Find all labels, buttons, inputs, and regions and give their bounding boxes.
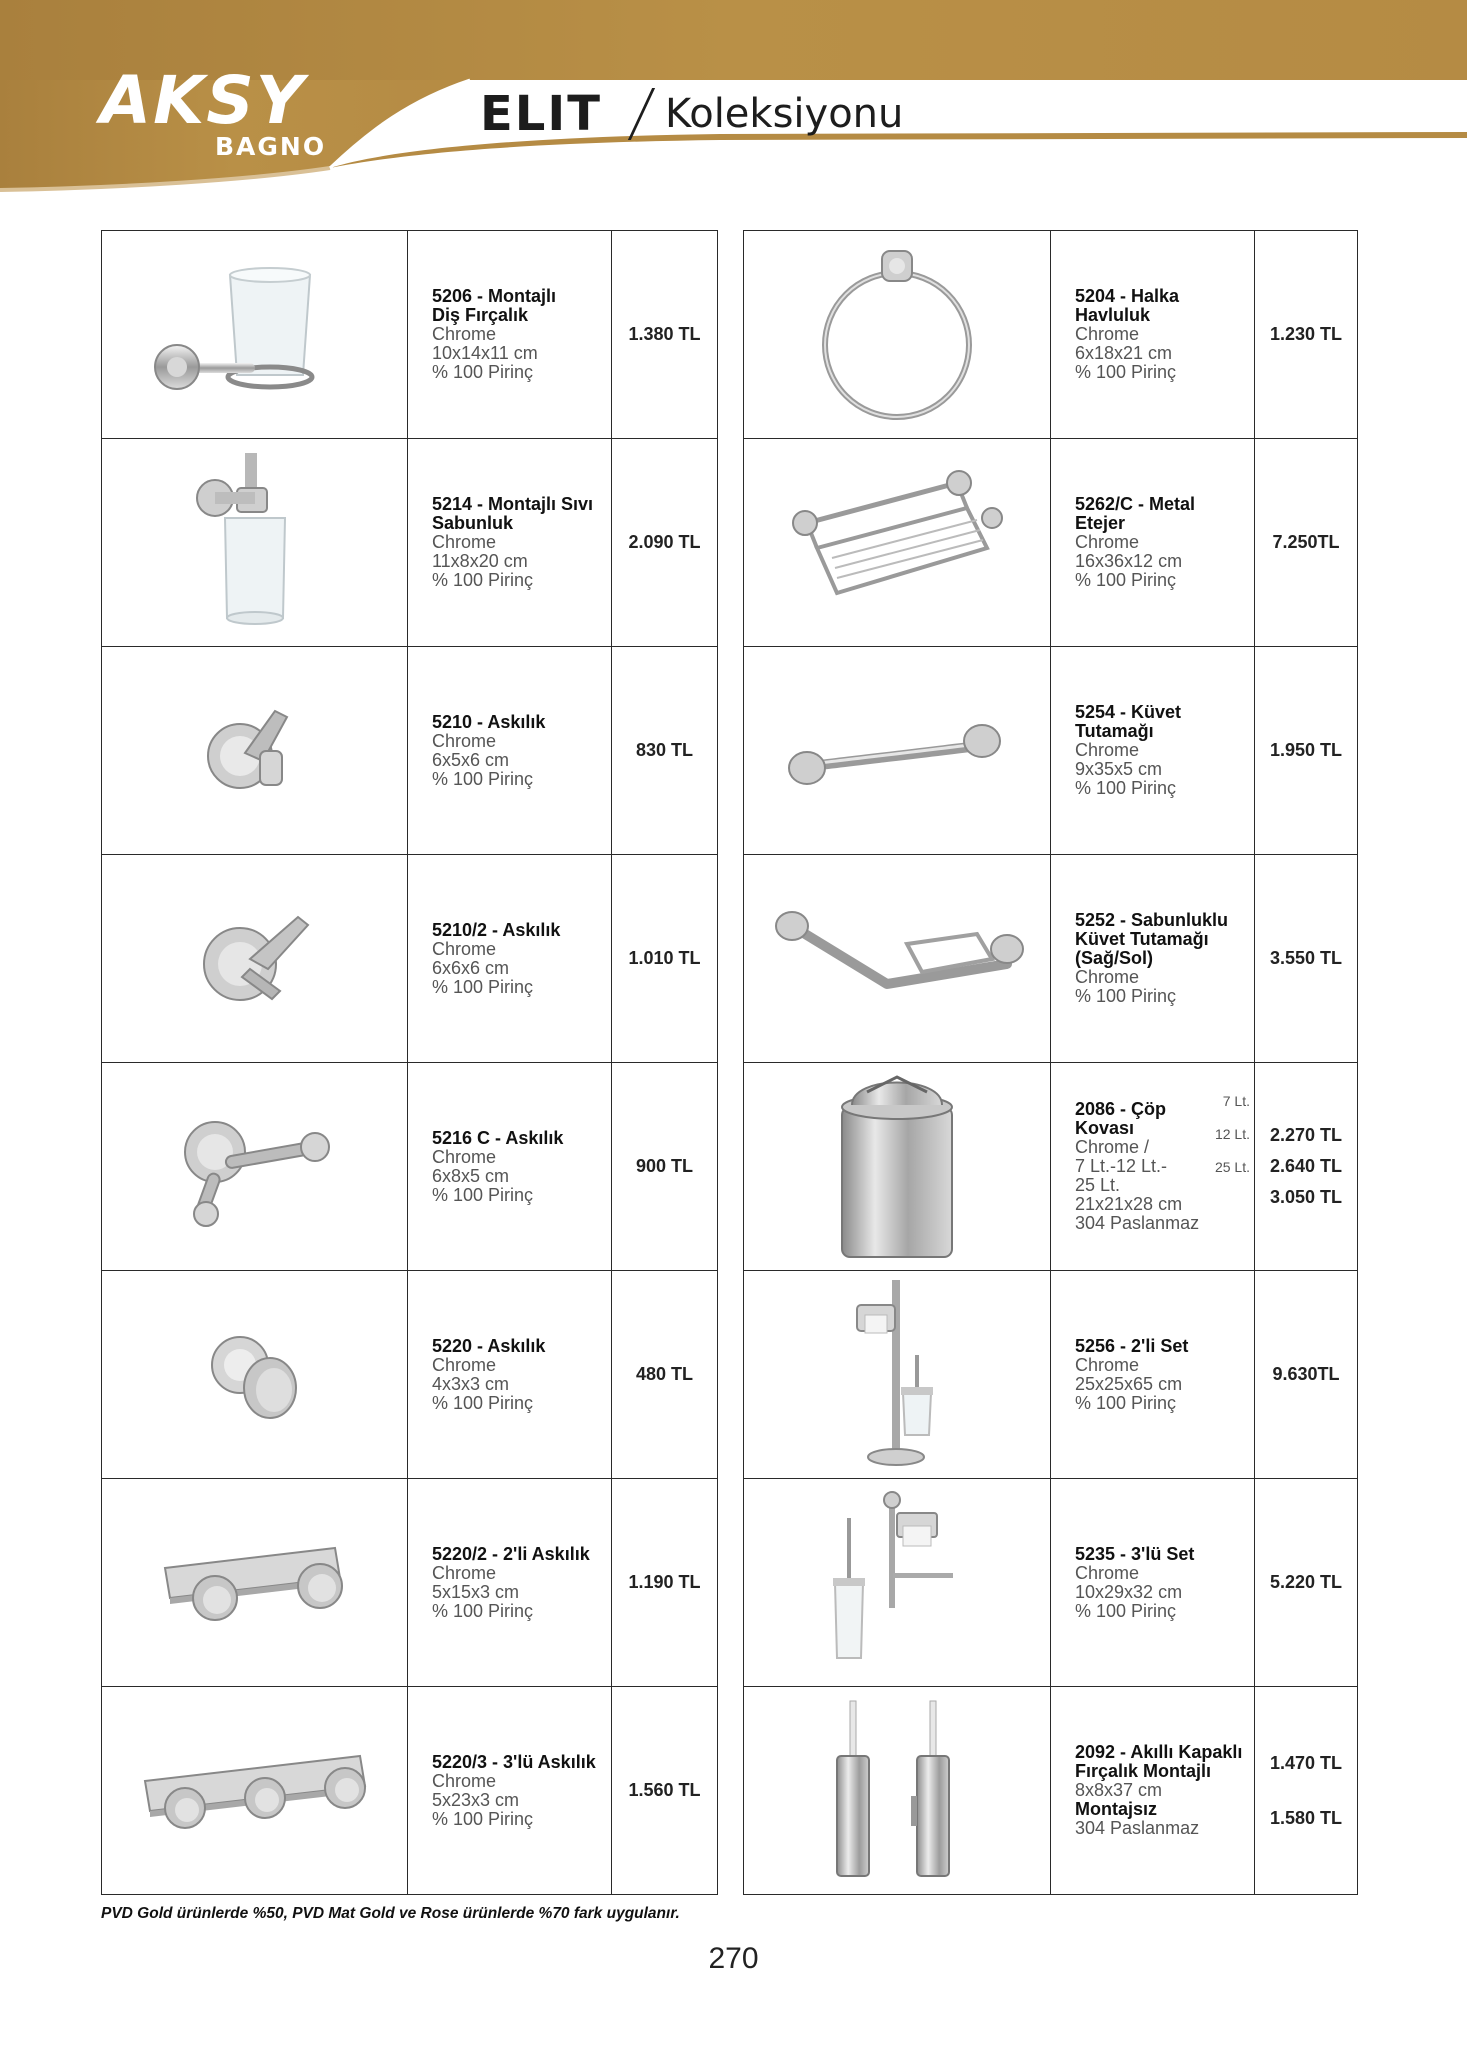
two-knob-rail-icon <box>145 1528 365 1638</box>
product-desc <box>408 1271 612 1479</box>
trash-bin-icon <box>827 1067 967 1267</box>
product-spec: 304 Paslanmaz <box>1075 1818 1200 1838</box>
product-spec: Chrome <box>432 1354 497 1375</box>
product-name: 5204 - Halka <box>1075 286 1180 306</box>
metal-shelf-icon <box>777 468 1017 618</box>
table-row <box>102 647 718 855</box>
size-label: 12 Lt. <box>1214 1126 1250 1142</box>
page-title <box>480 86 903 146</box>
product-spec: % 100 Pirinç <box>1075 986 1177 1006</box>
product-image-cell <box>744 1063 1051 1271</box>
product-spec: % 100 Pirinç <box>1075 1600 1177 1621</box>
table-row <box>102 1063 718 1271</box>
price-7lt: 2.270 TL <box>1269 1125 1343 1145</box>
product-spec: % 100 Pirinç <box>1075 778 1177 798</box>
three-knob-rail-icon <box>130 1736 380 1846</box>
product-image-cell <box>102 1271 408 1479</box>
product-name: Havluluk <box>1075 305 1151 325</box>
product-spec: % 100 Pirinç <box>1075 1392 1177 1413</box>
product-spec: Chrome <box>432 532 497 552</box>
product-spec: 5x23x3 cm <box>432 1789 520 1810</box>
price-12lt: 2.640 TL <box>1269 1156 1343 1176</box>
product-spec: Chrome <box>432 730 497 751</box>
table-row <box>744 231 1358 439</box>
product-image-cell <box>102 439 408 647</box>
product-spec: Chrome <box>432 324 497 344</box>
product-spec: 11x8x20 cm <box>432 551 528 571</box>
table-row <box>102 1687 718 1895</box>
title-slash-divider <box>628 88 655 140</box>
product-spec: 10x29x32 cm <box>1075 1581 1183 1602</box>
product-spec: 6x18x21 cm <box>1075 343 1173 363</box>
product-spec: % 100 Pirinç <box>432 570 534 590</box>
product-image-cell <box>102 855 408 1063</box>
product-spec: Chrome / <box>1075 1137 1150 1157</box>
product-name: Diş Fırçalık <box>432 305 529 325</box>
product-spec: 9x35x5 cm <box>1075 759 1163 779</box>
toothbrush-holder-icon <box>135 255 375 415</box>
product-price <box>1255 1687 1358 1895</box>
product-price: 3.550 TL <box>1255 855 1358 1063</box>
product-name: Kovası <box>1075 1118 1135 1138</box>
product-price: 830 TL <box>612 647 718 855</box>
product-spec: 8x8x37 cm <box>1075 1780 1163 1800</box>
product-name: 5256 - 2'li Set <box>1075 1335 1189 1356</box>
product-spec: Chrome <box>432 1146 497 1167</box>
product-spec: % 100 Pirinç <box>1075 570 1177 590</box>
product-spec: Chrome <box>432 1770 497 1791</box>
product-spec: Chrome <box>432 1562 497 1583</box>
product-spec: 4x3x3 cm <box>432 1373 510 1394</box>
product-name: 5220 - Askılık <box>432 1335 546 1356</box>
size-label: 25 Lt. <box>1214 1159 1250 1175</box>
product-spec: 304 Paslanmaz <box>1075 1213 1200 1233</box>
product-desc <box>408 1479 612 1687</box>
aksy-logo <box>100 62 340 168</box>
product-spec: Chrome <box>1075 1562 1140 1583</box>
product-name: 5254 - Küvet <box>1075 702 1182 722</box>
product-spec: Chrome <box>1075 324 1140 344</box>
angled-hook-icon <box>180 899 330 1019</box>
product-image-cell <box>744 855 1051 1063</box>
product-spec: Chrome <box>1075 1354 1140 1375</box>
product-spec: Chrome <box>1075 532 1140 552</box>
product-name: Küvet Tutamağı <box>1075 929 1209 949</box>
product-desc <box>1051 1479 1255 1687</box>
price-mounted: 1.470 TL <box>1269 1752 1343 1773</box>
table-row <box>744 1479 1358 1687</box>
double-hook-icon <box>170 1102 340 1232</box>
product-name: Tutamağı <box>1075 721 1154 741</box>
size-label: 7 Lt. <box>1222 1093 1250 1109</box>
product-desc <box>408 855 612 1063</box>
pvd-surcharge-note: PVD Gold ürünlerde %50, PVD Mat Gold ve Rose ürünlerde %70 fark uygulanır. <box>101 1905 680 1922</box>
product-name: 5206 - Montajlı <box>432 286 557 306</box>
product-price: 1.380 TL <box>612 231 718 439</box>
page-header <box>0 0 1467 205</box>
product-price: 2.090 TL <box>612 439 718 647</box>
product-desc <box>408 647 612 855</box>
table-row <box>744 647 1358 855</box>
product-price: 5.220 TL <box>1255 1479 1358 1687</box>
product-spec: 6x5x6 cm <box>432 749 510 770</box>
product-desc <box>1051 439 1255 647</box>
towel-ring-icon <box>812 245 982 425</box>
product-name: Etejer <box>1075 513 1126 533</box>
table-row <box>102 231 718 439</box>
product-desc <box>408 439 612 647</box>
product-price: 7.250TL <box>1255 439 1358 647</box>
product-spec: % 100 Pirinç <box>432 1392 534 1413</box>
product-desc <box>1051 231 1255 439</box>
product-table-left <box>101 230 718 1895</box>
product-price: 1.950 TL <box>1255 647 1358 855</box>
two-piece-stand-icon <box>837 1275 957 1475</box>
grab-bar-soap-dish-icon <box>767 904 1027 1014</box>
product-name: (Sağ/Sol) <box>1075 948 1154 968</box>
table-row <box>744 855 1358 1063</box>
table-row <box>102 439 718 647</box>
toilet-brush-holders-icon <box>817 1696 977 1886</box>
product-spec: % 100 Pirinç <box>432 1808 534 1829</box>
price-25lt: 3.050 TL <box>1269 1187 1343 1207</box>
product-spec: 7 Lt.-12 Lt.- <box>1075 1156 1168 1176</box>
product-name: 2086 - Çöp <box>1075 1099 1167 1119</box>
product-image-cell <box>744 1687 1051 1895</box>
logo-text: AKSY <box>100 62 306 139</box>
three-piece-set-icon <box>827 1488 967 1678</box>
product-spec: % 100 Pirinç <box>432 1184 534 1205</box>
product-image-cell <box>102 1687 408 1895</box>
product-name: 5214 - Montajlı Sıvı <box>432 494 594 514</box>
table-row <box>744 1687 1358 1895</box>
product-spec: Chrome <box>432 938 497 959</box>
product-name: 5210 - Askılık <box>432 711 546 732</box>
product-desc <box>1051 1687 1255 1895</box>
product-name: 2092 - Akıllı Kapaklı <box>1075 1742 1243 1762</box>
product-spec: 6x6x6 cm <box>432 957 510 978</box>
product-spec: 25x25x65 cm <box>1075 1373 1183 1394</box>
grab-bar-icon <box>782 706 1012 796</box>
product-image-cell <box>744 231 1051 439</box>
product-spec: 6x8x5 cm <box>432 1165 510 1186</box>
product-spec: 25 Lt. <box>1075 1175 1121 1195</box>
product-price: 1.230 TL <box>1255 231 1358 439</box>
product-image-cell <box>744 1479 1051 1687</box>
product-price: 1.560 TL <box>612 1687 718 1895</box>
product-price: 9.630TL <box>1255 1271 1358 1479</box>
product-spec: % 100 Pirinç <box>432 976 534 997</box>
product-spec: % 100 Pirinç <box>432 768 534 789</box>
product-spec: 5x15x3 cm <box>432 1581 520 1602</box>
table-row <box>102 1271 718 1479</box>
product-name: 5262/C - Metal <box>1075 494 1196 514</box>
product-desc <box>408 1063 612 1271</box>
product-image-cell <box>102 647 408 855</box>
product-name: 5220/2 - 2'li Askılık <box>432 1543 590 1564</box>
collection-name: ELIT <box>480 86 602 142</box>
product-name: 5210/2 - Askılık <box>432 919 561 940</box>
table-row <box>102 855 718 1063</box>
product-price <box>1255 1063 1358 1271</box>
product-desc <box>408 231 612 439</box>
product-desc <box>1051 1063 1255 1271</box>
table-row <box>744 1271 1358 1479</box>
product-desc <box>1051 647 1255 855</box>
table-row <box>744 439 1358 647</box>
product-name: 5216 C - Askılık <box>432 1127 564 1148</box>
product-table-right <box>743 230 1358 1895</box>
product-desc <box>408 1687 612 1895</box>
knob-hook-icon <box>190 1320 320 1430</box>
product-variant-name: Montajsız <box>1075 1799 1158 1819</box>
size-options <box>1215 1085 1250 1184</box>
product-image-cell <box>102 1479 408 1687</box>
product-image-cell <box>744 1271 1051 1479</box>
product-image-cell <box>102 231 408 439</box>
product-desc <box>1051 1271 1255 1479</box>
product-spec: % 100 Pirinç <box>432 362 534 382</box>
product-price: 1.010 TL <box>612 855 718 1063</box>
product-image-cell <box>102 1063 408 1271</box>
liquid-soap-dispenser-icon <box>175 448 335 638</box>
single-hook-icon <box>185 691 325 811</box>
product-price: 900 TL <box>612 1063 718 1271</box>
product-spec: 10x14x11 cm <box>432 343 538 363</box>
product-price: 1.190 TL <box>612 1479 718 1687</box>
product-name: 5252 - Sabunluklu <box>1075 910 1229 930</box>
product-spec: 16x36x12 cm <box>1075 551 1183 571</box>
product-desc <box>1051 855 1255 1063</box>
product-spec: % 100 Pirinç <box>1075 362 1177 382</box>
product-image-cell <box>744 439 1051 647</box>
collection-label: Koleksiyonu <box>664 91 904 137</box>
product-spec: % 100 Pirinç <box>432 1600 534 1621</box>
table-row <box>744 1063 1358 1271</box>
product-name: 5235 - 3'lü Set <box>1075 1543 1195 1564</box>
logo-subtext: BAGNO <box>215 132 327 161</box>
product-image-cell <box>744 647 1051 855</box>
price-freestanding: 1.580 TL <box>1269 1807 1343 1828</box>
product-spec: 21x21x28 cm <box>1075 1194 1183 1214</box>
product-name: Sabunluk <box>432 513 514 533</box>
table-row <box>102 1479 718 1687</box>
product-price: 480 TL <box>612 1271 718 1479</box>
product-spec: Chrome <box>1075 740 1140 760</box>
page-number: 270 <box>708 1942 759 1975</box>
product-name: 5220/3 - 3'lü Askılık <box>432 1751 596 1772</box>
product-name: Fırçalık Montajlı <box>1075 1761 1212 1781</box>
product-spec: Chrome <box>1075 967 1140 987</box>
